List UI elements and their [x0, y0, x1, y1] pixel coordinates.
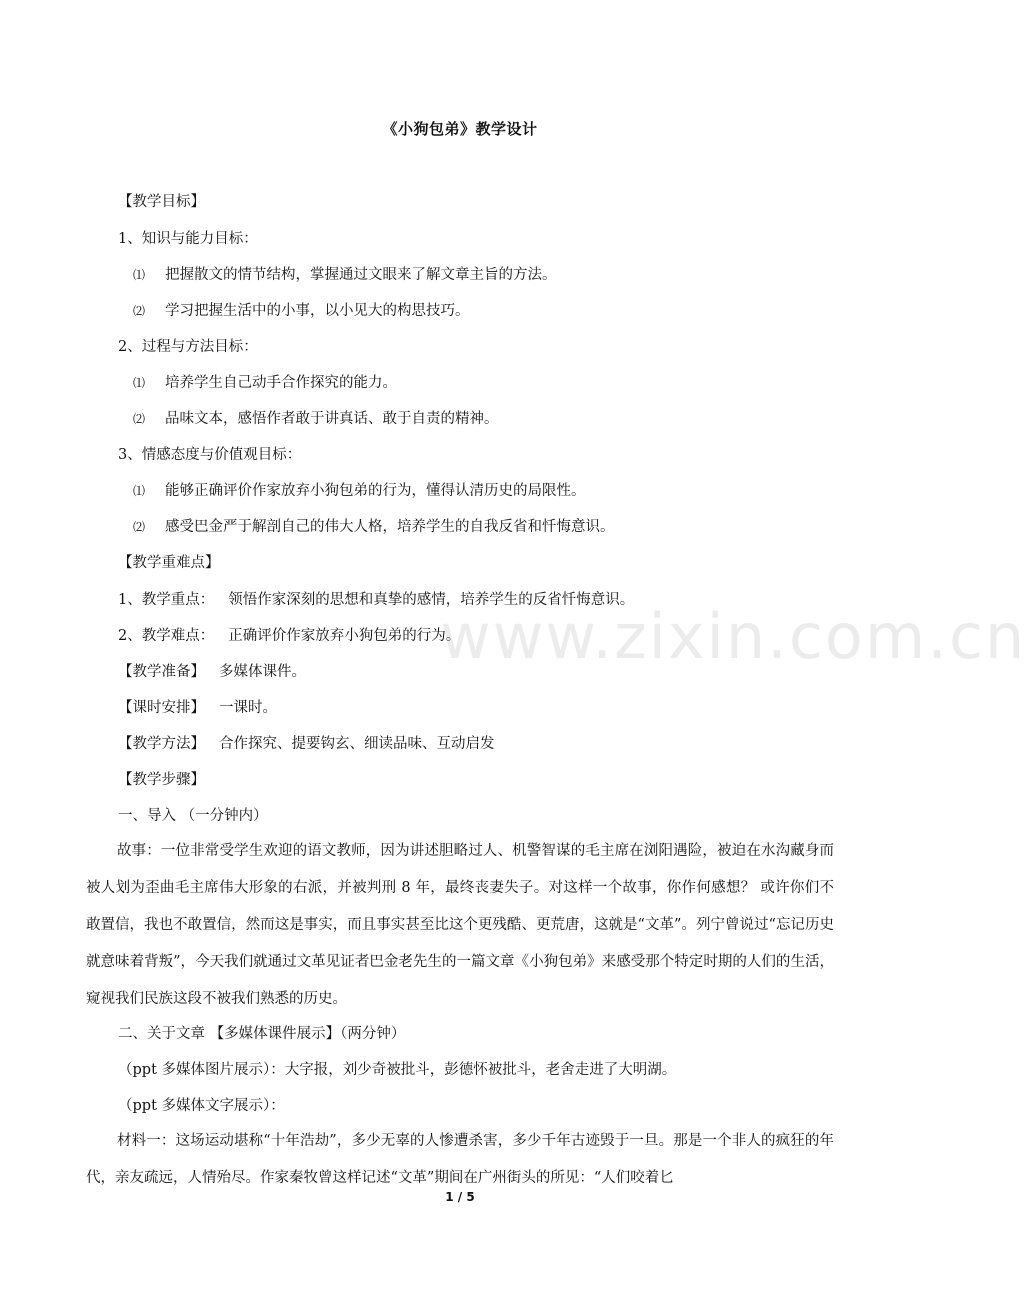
document-title: 《小狗包弟》教学设计	[382, 120, 538, 138]
schedule-label: 【课时安排】	[118, 700, 205, 716]
preparation	[118, 662, 306, 682]
ppt-image-display: （ppt 多媒体图片展示）：大字报，刘少奇被批斗，彭德怀被批斗，老舍走进了大明湖。	[118, 1062, 677, 1078]
item-text: 培养学生自己动手合作探究的能力。	[165, 375, 397, 391]
schedule-text: 一课时。	[219, 700, 277, 716]
item-number: ⑵	[133, 304, 146, 318]
item-text: 学习把握生活中的小事，以小见大的构思技巧。	[165, 303, 470, 319]
material-one-paragraph: 材料一：这场运动堪称“十年浩劫”，多少无辜的人惨遭杀害，多少千年古迹毁于一旦。那是一个非人的疯狂的年代，亲友疏远，人情殆尽。作家秦牧曾这样记述“文革”期间在广州街头的所见：“人们咬着匕	[86, 1133, 834, 1186]
story-paragraph: 故事：一位非常受学生欢迎的语文教师，因为讲述胆略过人、机警智谋的毛主席在浏阳遇险，被迫在水沟藏身而被人划为歪曲毛主席伟大形象的右派，并被判刑 8 年，最终丧妻失子。对这样一个故事，你作何感想？ 或许你们不敢置信，我也不敢置信，然而这是事实，而且事实甚至比这个更残酷、更荒唐，这就是“文革”。列宁曾说过“忘记历史就意味着背叛”，今天我们就通过文革见证者巴金老先生的一篇文章《小狗包弟》来感受那个特定时期的人们的生活，窥视我们民族这段不被我们熟悉的历史。	[86, 843, 834, 1007]
item-number: ⑵	[133, 520, 146, 534]
key-point-text: 领悟作家深刻的思想和真挚的感情，培养学生的反省忏悔意识。	[228, 592, 635, 608]
goal-2-heading: 2、过程与方法目标：	[118, 339, 258, 355]
methods-text: 合作探究、提要钩玄、细读品味、互动启发	[219, 736, 495, 752]
goal-3-item-2	[133, 517, 615, 537]
steps-heading: 【教学步骤】	[118, 772, 205, 788]
item-number: ⑴	[133, 268, 146, 282]
goal-1-item-1	[133, 265, 557, 285]
item-number: ⑴	[133, 376, 146, 390]
goal-3-heading: 3、情感态度与价值观目标：	[118, 447, 302, 463]
goal-3-item-1	[133, 481, 586, 501]
item-text: 能够正确评价作家放弃小狗包弟的行为，懂得认清历史的局限性。	[165, 483, 586, 499]
item-number: ⑵	[133, 412, 146, 426]
page-number: 1 / 5	[445, 1190, 475, 1204]
key-point-label: 1、教学重点：	[118, 592, 215, 608]
item-text: 感受巴金严于解剖自己的伟大人格，培养学生的自我反省和忏悔意识。	[165, 519, 615, 535]
step-2-heading: 二、关于文章 【多媒体课件展示】（两分钟）	[118, 1026, 406, 1042]
goal-1-heading: 1、知识与能力目标：	[118, 231, 258, 247]
item-number: ⑴	[133, 484, 146, 498]
item-text: 品味文本，感悟作者敢于讲真话、敢于自责的精神。	[165, 411, 499, 427]
methods-label: 【教学方法】	[118, 736, 205, 752]
goal-2-item-2	[133, 409, 499, 429]
step-1-heading: 一、导入 （一分钟内）	[118, 808, 268, 824]
goal-2-item-1	[133, 373, 397, 393]
preparation-text: 多媒体课件。	[219, 664, 306, 680]
item-text: 把握散文的情节结构，掌握通过文眼来了解文章主旨的方法。	[165, 267, 557, 283]
key-point-2	[118, 626, 460, 646]
key-point-text: 正确评价作家放弃小狗包弟的行为。	[228, 628, 461, 644]
methods	[118, 734, 495, 754]
preparation-label: 【教学准备】	[118, 664, 205, 680]
key-point-label: 2、教学难点：	[118, 628, 215, 644]
ppt-text-display: （ppt 多媒体文字展示）：	[118, 1098, 285, 1114]
schedule	[118, 698, 277, 718]
watermark: www.zixin.com.cn	[440, 600, 1026, 673]
goals-heading: 【教学目标】	[118, 194, 205, 210]
key-points-heading: 【教学重难点】	[118, 555, 220, 571]
key-point-1	[118, 590, 634, 610]
goal-1-item-2	[133, 301, 470, 321]
